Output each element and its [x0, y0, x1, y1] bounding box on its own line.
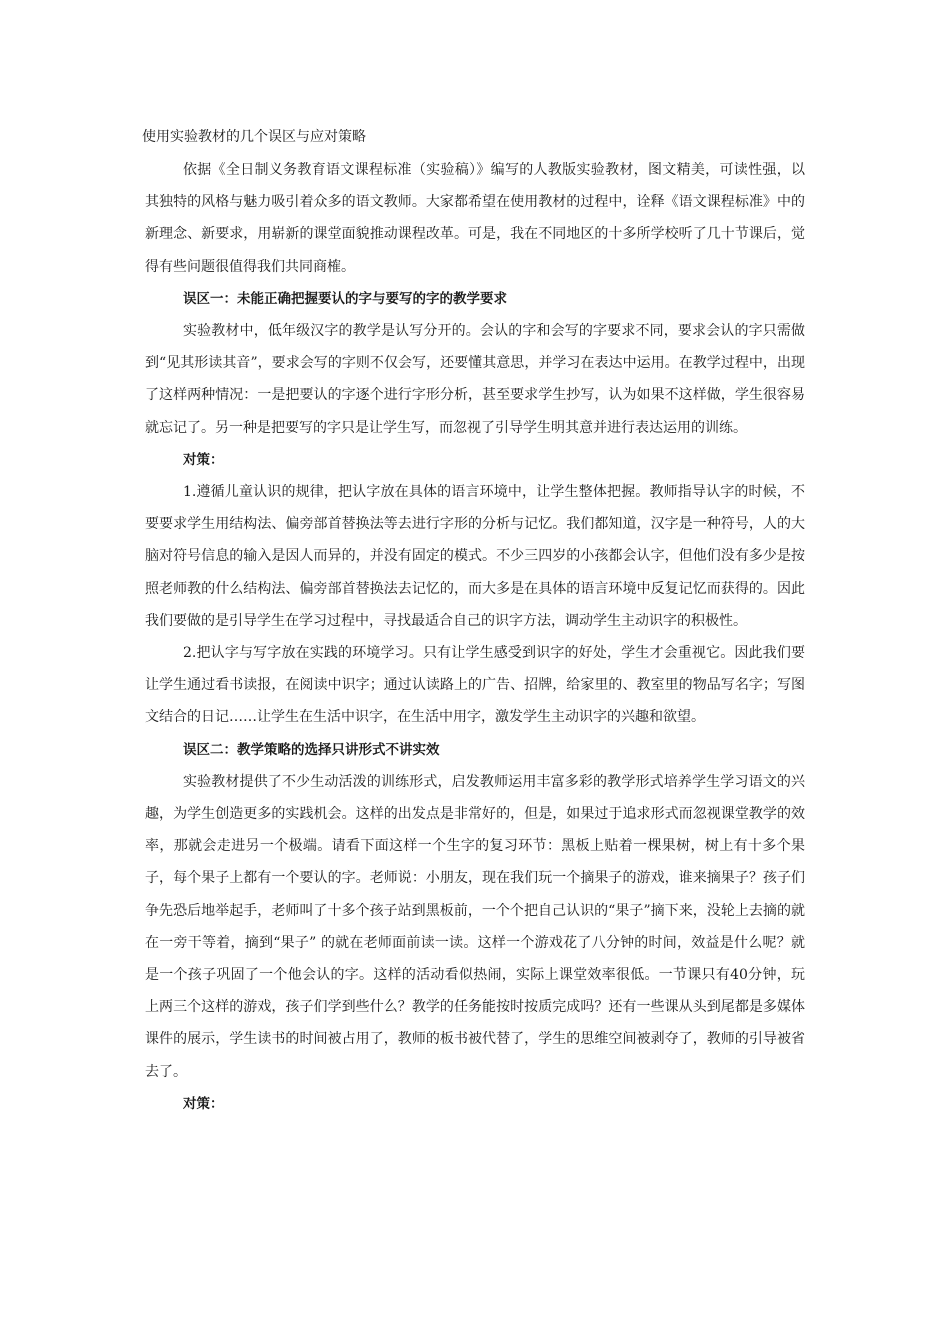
section-1-strategy-label: 对策： [183, 451, 224, 468]
section-1-point-2: 2.把认字与写字放在实践的环境学习。只有让学生感受到识字的好处，学生才会重视它。因此我们要让学生通过看书读报，在阅读中识字；通过认读路上的广告、招牌，给家里的、教室里的物品写名字；写图文结合的日记……让学生在生活中识字，在生活中用字，激发学生主动识字的兴趣和欲望。 [145, 645, 805, 726]
intro-paragraph: 依据《全日制义务教育语文课程标准（实验稿）》编写的人教版实验教材，图文精美，可读性强，以其独特的风格与魅力吸引着众多的语文教师。大家都希望在使用教材的过程中，诠释《语文课程标准》中的新理念、新要求，用崭新的课堂面貌推动课程改革。可是，我在不同地区的十多所学校听了几十节课后，觉得有些问题很值得我们共同商榷。 [145, 162, 805, 275]
section-1-body: 实验教材中，低年级汉字的教学是认写分开的。会认的字和会写的字要求不同，要求会认的字只需做到“见其形读其音”，要求会写的字则不仅会写，还要懂其意思，并学习在表达中运用。在教学过程中，出现了这样两种情况：一是把要认的字逐个进行字形分析，甚至要求学生抄写，认为如果不这样做，学生很容易就忘记了。另一种是把要写的字只是让学生写，而忽视了引导学生明其意并进行表达运用的训练。 [145, 323, 805, 436]
document-title: 使用实验教材的几个误区与应对策略 [142, 129, 366, 145]
section-2-strategy-label: 对策： [183, 1095, 224, 1112]
section-2-body: 实验教材提供了不少生动活泼的训练形式，启发教师运用丰富多彩的教学形式培养学生学习语文的兴趣，为学生创造更多的实践机会。这样的出发点是非常好的，但是，如果过于追求形式而忽视课堂教学的效率，那就会走进另一个极端。请看下面这样一个生字的复习环节：黑板上贴着一棵果树，树上有十多个果子，每个果子上都有一个要认的字。老师说：小朋友，现在我们玩一个摘果子的游戏，谁来摘果子？孩子们争先恐后地举起手，老师叫了十多个孩子站到黑板前，一个个把自己认识的“果子”摘下来，没轮上去摘的就在一旁干等着，摘到“果子” 的就在老师面前读一读。这样一个游戏花了八分钟的时间，效益是什么呢？就是一个孩子巩固了一个他会认的字。这样的活动看似热闹，实际上课堂效率很低。一节课只有40分钟，玩上两三个这样的游戏，孩子们学到些什么？教学的任务能按时按质完成吗？还有一些课从头到尾都是多媒体课件的展示，学生读书的时间被占用了，教师的板书被代替了，学生的思维空间被剥夺了，教师的引导被省去了。 [145, 773, 805, 1080]
section-1-point-1: 1.遵循儿童认识的规律，把认字放在具体的语言环境中，让学生整体把握。教师指导认字的时候，不要要求学生用结构法、偏旁部首替换法等去进行字形的分析与记忆。我们都知道，汉字是一种符号，人的大脑对符号信息的输入是因人而异的，并没有固定的模式。不少三四岁的小孩都会认字，但他们没有多少是按照老师教的什么结构法、偏旁部首替换法去记忆的，而大多是在具体的语言环境中反复记忆而获得的。因此我们要做的是引导学生在学习过程中，寻找最适合自己的识字方法，调动学生主动识字的积极性。 [145, 484, 805, 629]
section-1-heading: 误区一：未能正确把握要认的字与要写的字的教学要求 [183, 290, 507, 307]
document-body [142, 124, 805, 1120]
section-2-heading: 误区二：教学策略的选择只讲形式不讲实效 [183, 741, 440, 758]
